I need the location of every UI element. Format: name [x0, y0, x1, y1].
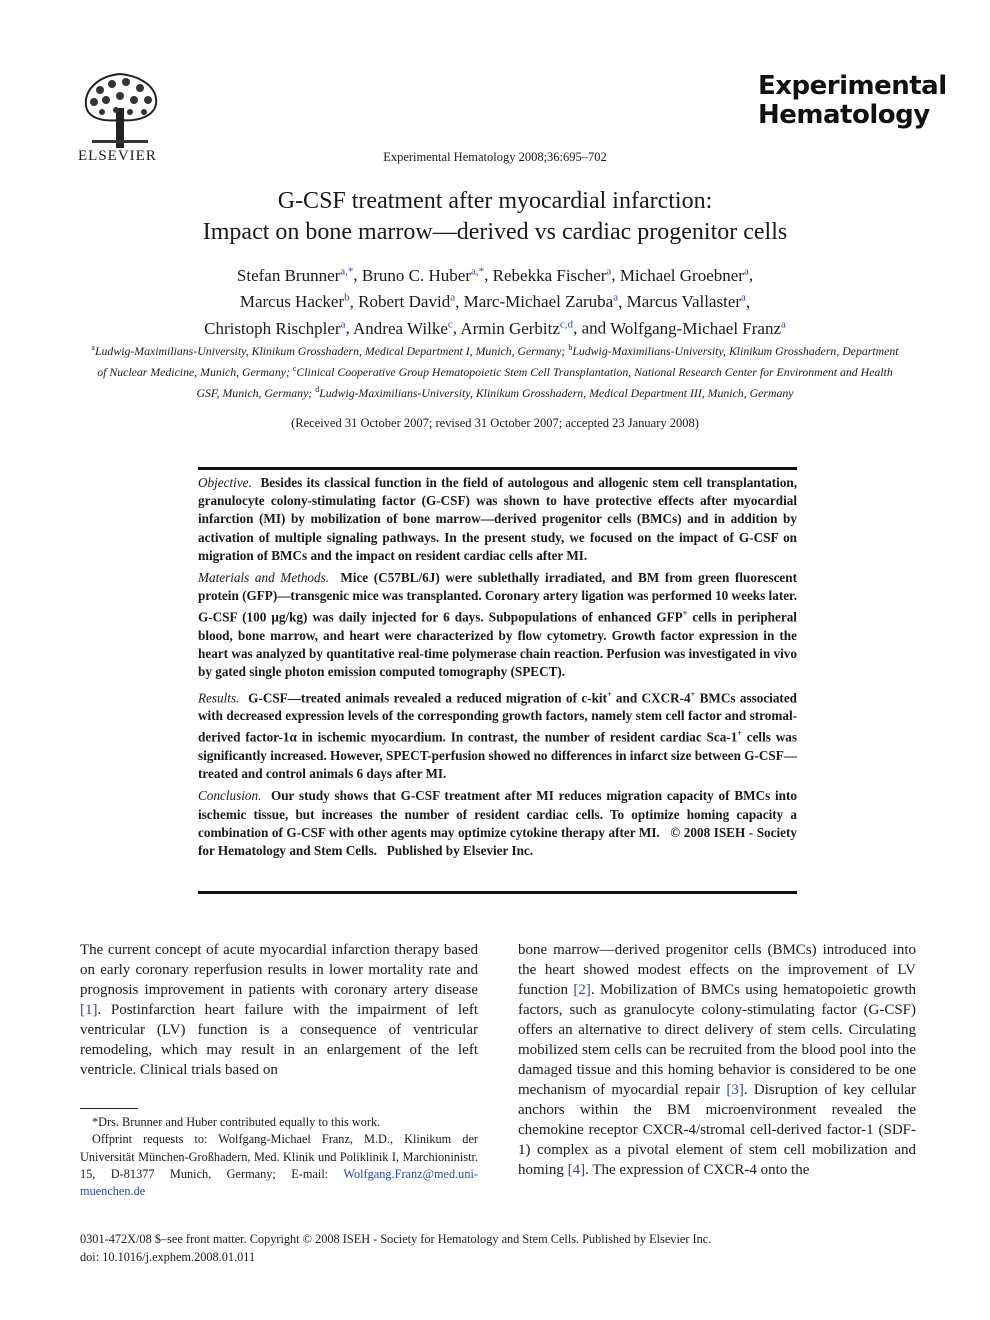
author[interactable]: Robert David$^a$	[358, 291, 456, 312]
article-title	[0, 186, 990, 248]
author[interactable]: Christoph Rischpler$^a$	[204, 318, 346, 338]
author[interactable]: Bruno C. Huber$^{a,*}$	[361, 265, 485, 285]
author[interactable]: Wolfgang-Michael Franz$^a$	[610, 318, 786, 338]
footnotes	[80, 1114, 478, 1200]
author[interactable]: Stefan Brunner$^{a,*}$	[236, 265, 354, 285]
author[interactable]: Andrea Wilke$^c$	[353, 318, 453, 338]
copyright-footer	[80, 1231, 920, 1266]
title-line2: Impact on bone marrow—derived vs cardiac progenitor cells	[202, 219, 788, 245]
author[interactable]: Marcus Hacker$^b$	[239, 291, 350, 312]
journal-name	[758, 71, 947, 130]
title-line1: G-CSF treatment after myocardial infarction:	[277, 188, 713, 214]
journal-name-line1: Experimental	[758, 71, 947, 101]
abstract-objective: Objective. Besides its classical function in the field of autologous and allogenic stem cell transplantation, granulocyte colony-stimulating factor (G-CSF) was shown to have protective effects after myocardial infarction (MI) by mobilization of bone marrow—derived progenitor cells (BMCs) and in addition by activation of multiple signaling pathways. In the present study, we focused on the impact of G-CSF on migration of BMCs and the impact on resident cardiac cells after MI.	[198, 475, 797, 563]
author[interactable]: Armin Gerbitz$^{c,d}$	[460, 318, 574, 338]
reference-link[interactable]: [4]	[567, 1162, 586, 1178]
elsevier-tree-logo-icon	[78, 70, 162, 150]
reference-link[interactable]: [3]	[726, 1082, 744, 1098]
abstract	[198, 474, 797, 864]
abstract-conclusion: Conclusion. Our study shows that G-CSF treatment after MI reduces migration capacity of BMCs into ischemic tissue, but increases the number of resident cardiac cells. To optimize homing capacity a combination of G-CSF with other agents may optimize cytokine therapy after MI. © 2008 ISEH - Society for Hematology and Stem Cells. Published by Elsevier Inc.	[198, 788, 798, 859]
reference-link[interactable]: [1]	[80, 1002, 98, 1018]
body-column-left: The current concept of acute myocardial infarction therapy based on early coronary reperfusion results in lower mortality rate and prognosis improvement in patients with coronary artery disease [1]. Postinfarction heart failure with the impairment of left ventricular (LV) function is a consequence of ventricular remodeling, which may result in an enlargement of the left ventricle. Clinical trials based on	[80, 942, 478, 1078]
abstract-methods: Materials and Methods. Mice (C57BL/6J) were sublethally irradiated, and BM from green fluorescent protein (GFP)—transgenic mice was transplanted. Coronary artery ligation was performed 10 weeks later. G-CSF (100 μg/kg) was daily injected for 6 days. Subpopulations of enhanced GFP+ cells in peripheral blood, bone marrow, and heart were characterized by flow cytometry. Growth factor expression in the heart was analyzed by quantitative real-time polymerase chain reaction. Perfusion was investigated in vivo by gated single photon emission computed tomography (SPECT).	[198, 570, 798, 680]
author[interactable]: Michael Groebner$^a$	[619, 265, 749, 285]
doi-line: doi: 10.1016/j.exphem.2008.01.011	[80, 1249, 256, 1264]
author[interactable]: Rebekka Fischer$^a$	[492, 265, 612, 285]
footnote-equal-contribution: *Drs. Brunner and Huber contributed equally to this work.	[92, 1115, 381, 1129]
body-column-right: bone marrow—derived progenitor cells (BMCs) introduced into the heart showed modest effects on the improvement of LV function [2]. Mobilization of BMCs using hematopoietic growth factors, such as granulocyte colony-stimulating factor (G-CSF) offers an alternative to direct delivery of stem cells. Circulating mobilized stem cells can be recruited from the blood pool into the damaged tissue and this homing behavior is considered to be one mechanism of myocardial repair [3]. Disruption of key cellular anchors within the BM microenvironment revealed the chemokine receptor CXCR-4/stromal cell-derived factor-1 (SDF-1) complex as a pivotal element of stem cell mobilization and homing [4]. The expression of CXCR-4 onto the	[518, 942, 916, 1178]
abstract-bottom-rule	[198, 891, 797, 894]
footnote-offprint: Offprint requests to: Wolfgang-Michael Franz, M.D., Klinikum der Universität München-Großhadern, Med. Klinik und Poliklinik I, Marchioninistr. 15, D-81377 Munich, Germany; E-mail: Wolfgang.Franz@med.uni-muenchen.de	[80, 1132, 478, 1199]
abstract-top-rule	[198, 467, 797, 470]
copyright-line: 0301-472X/08 $–see front matter. Copyright © 2008 ISEH - Society for Hematology and Stem Cells. Published by Elsevier Inc.	[80, 1232, 712, 1246]
reference-link[interactable]: [2]	[573, 982, 591, 998]
author[interactable]: Marc-Michael Zaruba$^a$	[463, 291, 619, 312]
affiliations: $^a$Ludwig-Maximilians-University, Klinikum Grosshadern, Medical Department I, Munich, Germany; $^b$Ludwig-Maximilians-University, Klinikum Grosshadern, Department of Nuclear Medicine, Munich, Germany; $^c$Clinical Cooperative Group Hematopoietic Stem Cell Transplantation, National Research Center for Environment and Health GSF, Munich, Germany; $^d$Ludwig-Maximilians-University, Klinikum Grosshadern, Medical Department III, Munich, Germany	[91, 343, 899, 400]
email-link[interactable]: Wolfgang.Franz@med.uni-muenchen.de	[80, 1166, 478, 1199]
author-list: Stefan Brunner$^{a,*}$, Bruno C. Huber$^{a,*}$, Rebekka Fischer$^a$, Michael Groebner$^a$, Marcus Hacker$^b$, Robert David$^a$, Marc-Michael Zaruba$^a$, Marcus Vallaster$^a$, Christoph Rischpler$^a$, Andrea Wilke$^c$, Armin Gerbitz$^{c,d}$, and Wolfgang-Michael Franz$^a$	[204, 265, 786, 338]
citation: Experimental Hematology 2008;36:695–702	[383, 150, 607, 164]
footnote-rule	[80, 1108, 138, 1109]
publisher-logo-text: ELSEVIER	[78, 148, 157, 164]
abstract-results: Results. G-CSF—treated animals revealed a reduced migration of c-kit+ and CXCR-4+ BMCs associated with decreased expression levels of the corresponding growth factors, namely stem cell factor and stromal-derived factor-1α in ischemic myocardium. In contrast, the number of resident cardiac Sca-1+ cells was significantly increased. However, SPECT-perfusion showed no differences in infarct size between G-CSF—treated and control animals 6 days after MI.	[198, 689, 798, 782]
journal-name-line2: Hematology	[758, 100, 930, 130]
author[interactable]: Marcus Vallaster$^a$	[626, 291, 746, 312]
received-dates: (Received 31 October 2007; revised 31 October 2007; accepted 23 January 2008)	[291, 416, 699, 430]
